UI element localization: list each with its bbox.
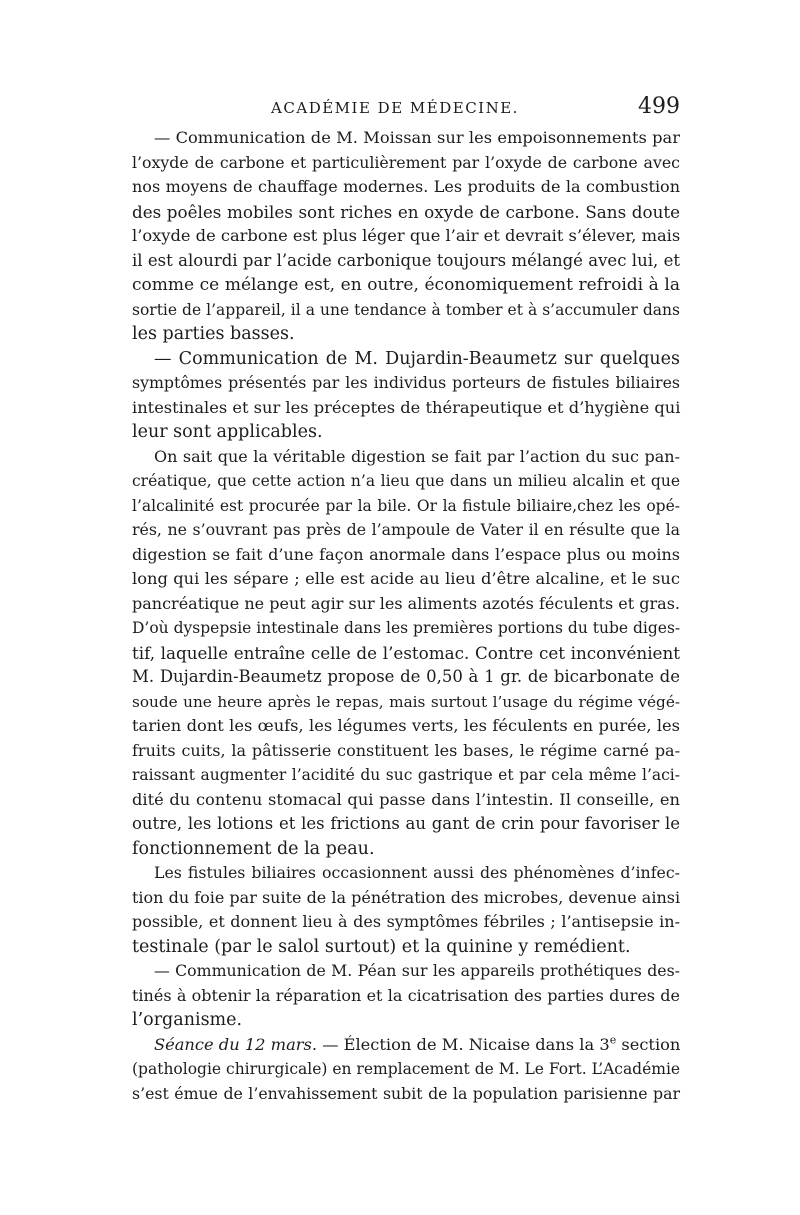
text-line: D’où dyspepsie intestinale dans les premières portions du tube diges- — [132, 619, 681, 637]
text-line: tarien dont les œufs, les légumes verts, les féculents en purée, les — [132, 716, 680, 735]
text-line: dité du contenu stomacal qui passe dans l’intestin. Il conseille, en — [132, 789, 680, 809]
text-line: tif, laquelle entraîne celle de l’estomac. Contre cet inconvénient — [132, 642, 680, 663]
running-title: ACADÉMIE DE MÉDECINE. — [271, 99, 519, 117]
text-line: fruits cuits, la pâtisserie constituent les bases, le régime carné pa- — [132, 740, 680, 760]
text-line: tion du foie par suite de la pénétration des microbes, devenue ainsi — [132, 887, 681, 907]
text-line: l’alcalinité est procurée par la bile. Or la fistule biliaire,chez les opé- — [132, 496, 680, 515]
text-line: outre, les lotions et les frictions au gant de crin pour favoriser le — [132, 814, 680, 833]
text-line: fonctionnement de la peau. — [132, 838, 375, 859]
text-line: On sait que la véritable digestion se fait par l’action du suc pan- — [154, 446, 680, 466]
session-date: Séance du 12 mars. — [154, 1034, 318, 1054]
session-text: — Élection de M. Nicaise dans la 3 — [317, 1034, 610, 1054]
text-line: testinale (par le salol surtout) et la quinine y remédient. — [132, 936, 631, 957]
text-line: il est alourdi par l’acide carbonique toujours mélangé avec lui, et — [132, 250, 680, 270]
text-line: tinés à obtenir la réparation et la cicatrisation des parties dures de — [132, 985, 680, 1005]
text-line: les parties basses. — [132, 324, 295, 344]
text-line: — Communication de M. Dujardin-Beaumetz sur quelques — [154, 348, 680, 369]
text-line: possible, et donnent lieu à des symptômes fébriles ; l’antisepsie in- — [132, 912, 680, 931]
page-number: 499 — [638, 94, 680, 119]
session-text: section — [616, 1034, 681, 1054]
text-line: créatique, que cette action n’a lieu que dans un milieu alcalin et que — [132, 472, 680, 490]
ordinal-suffix: e — [609, 1033, 617, 1047]
text-line — [110, 1033, 680, 1058]
text-line: — Communication de M. Péan sur les appareils prothétiques des- — [154, 961, 680, 980]
text-line: nos moyens de chauffage modernes. Les produits de la combustion — [132, 177, 680, 196]
text-line: — Communication de M. Moissan sur les empoisonnements par — [154, 128, 680, 147]
text-line: (pathologie chirurgicale) en remplacement de M. Le Fort. L’Académie — [132, 1060, 681, 1078]
text-line: s’est émue de l’envahissement subit de la population parisienne par — [132, 1083, 680, 1103]
text-line: raissant augmenter l’acidité du suc gastrique et par cela même l’aci- — [132, 766, 680, 784]
paragraph-seance — [110, 1033, 680, 1107]
text-line: intestinales et sur les préceptes de thérapeutique et d’hygiène qui — [132, 397, 681, 417]
paragraph-moissan — [110, 126, 680, 347]
text-line: M. Dujardin-Beaumetz propose de 0,50 à 1 gr. de bicarbonate de — [132, 667, 680, 686]
running-header — [110, 94, 680, 121]
text-line: l’oxyde de carbone et particulièrement par l’oxyde de carbone avec — [132, 152, 680, 172]
paragraph-fistules — [110, 861, 680, 959]
text-line: comme ce mélange est, en outre, économiquement refroidi à la — [132, 275, 680, 295]
paragraph-pean — [110, 959, 680, 1033]
page-body — [110, 126, 680, 1106]
text-line: sortie de l’appareil, il a une tendance à tomber et à s’accumuler dans — [132, 300, 680, 319]
text-line: soude une heure après le repas, mais surtout l’usage du régime végé- — [132, 692, 680, 711]
text-line: l’oxyde de carbone est plus léger que l’air et devrait s’élever, mais — [132, 226, 681, 245]
text-line: l’organisme. — [132, 1010, 243, 1030]
text-line: pancréatique ne peut agir sur les aliments azotés féculents et gras. — [132, 593, 680, 613]
paragraph-digestion — [110, 445, 680, 862]
text-line: long qui les sépare ; elle est acide au lieu d’être alcaline, et le suc — [132, 569, 680, 588]
paragraph-dujardin-beaumetz — [110, 347, 680, 445]
text-line: digestion se fait d’une façon anormale dans l’espace plus ou moins — [132, 544, 680, 564]
text-line: leur sont applicables. — [132, 422, 323, 442]
text-line: Les fistules biliaires occasionnent aussi des phénomènes d’infec- — [154, 863, 680, 882]
text-line: des poêles mobiles sont riches en oxyde de carbone. Sans doute — [132, 201, 680, 222]
text-line: rés, ne s’ouvrant pas près de l’ampoule de Vater il en résulte que la — [132, 520, 680, 539]
text-line: symptômes présentés par les individus porteurs de fistules biliaires — [132, 373, 680, 392]
